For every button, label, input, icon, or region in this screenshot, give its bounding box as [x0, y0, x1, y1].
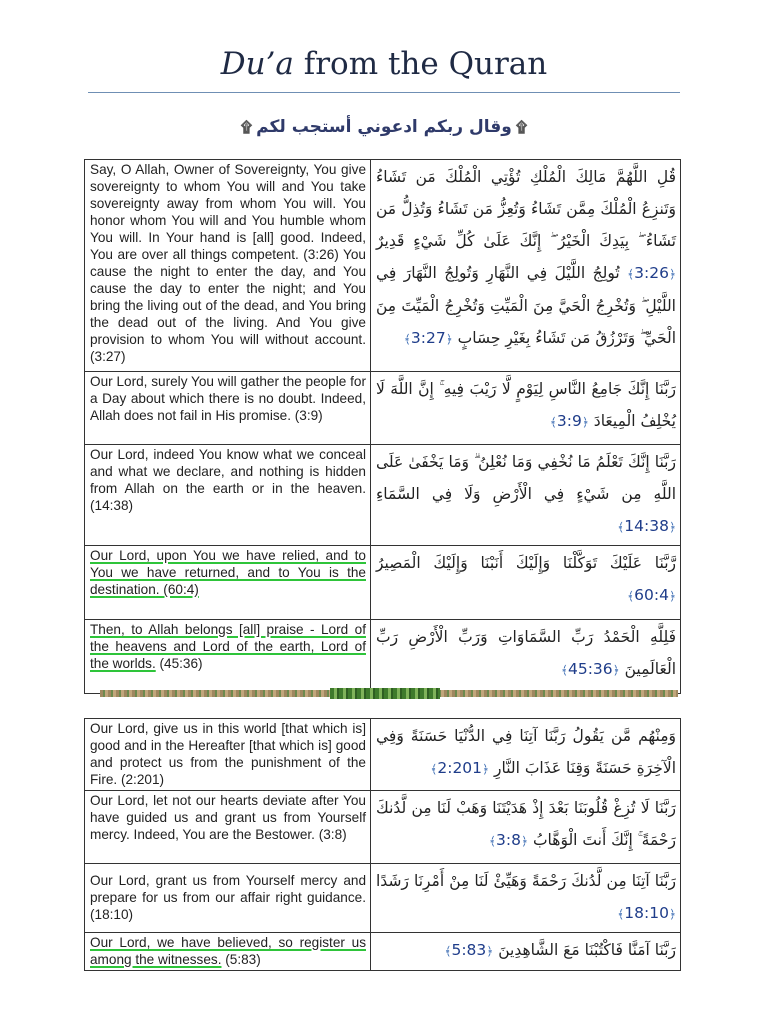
arabic-cell: [371, 620, 681, 694]
arabic-cell: [371, 933, 681, 971]
english-cell: Our Lord, grant us from Yourself mercy and prepare for us from our affair right guidance. (18:10): [85, 864, 371, 933]
title-italic: Du’a: [220, 46, 294, 82]
verse-ref: ﴿2:201﴾: [430, 759, 490, 777]
table-row: [85, 372, 681, 445]
table-row: [85, 445, 681, 546]
arabic-verse: تُولِجُ اللَّيْلَ فِي النَّهَارِ وَتُولِجُ النَّهَارَ فِي اللَّيْلِ ۖ وَتُخْرِجُ الْحَيَّ مِنَ الْمَيِّتِ وَتُخْرِجُ الْمَيِّتَ مِنَ الْحَيِّ ۖ وَتَرْزُقُ مَن تَشَاءُ بِغَيْرِ حِسَابٍ: [376, 264, 676, 347]
english-underlined: Our Lord, we have believed, so register us among the witnesses.: [90, 935, 366, 967]
leaf-ornament-icon: [330, 688, 440, 699]
english-underlined: Our Lord, upon You we have relied, and to You we have returned, and to You is the destination. (60:4): [90, 548, 366, 597]
verse-ref: ﴿14:38﴾: [617, 517, 676, 535]
verse-ref: ﴿3:8﴾: [489, 831, 529, 849]
subtitle-text: وقال ربكم ادعوني أستجب لكم: [256, 117, 512, 137]
arabic-cell: [371, 160, 681, 372]
decorative-divider: [100, 690, 678, 697]
english-cell: Our Lord, surely You will gather the people for a Day about which there is no doubt. Indeed, Allah does not fail in His promise. (3:9): [85, 372, 371, 445]
verse-ref: ﴿3:26﴾: [627, 264, 677, 282]
table-row: [85, 160, 681, 372]
title-divider: [88, 92, 680, 93]
arabic-cell: [371, 864, 681, 933]
arabic-verse: رَبَّنَا لَا تُزِغْ قُلُوبَنَا بَعْدَ إِذْ هَدَيْتَنَا وَهَبْ لَنَا مِن لَّدُنكَ رَحْمَةً ۚ إِنَّكَ أَنتَ الْوَهَّابُ: [376, 799, 676, 849]
english-underlined: Then, to Allah belongs [all] praise - Lord of the heavens and Lord of the earth, Lord of the worlds.: [90, 622, 366, 671]
arabic-verse: رَبَّنَا آتِنَا مِن لَّدُنكَ رَحْمَةً وَهَيِّئْ لَنَا مِنْ أَمْرِنَا رَشَدًا: [376, 872, 676, 890]
verse-ref: ﴿3:27﴾: [403, 329, 453, 347]
english-cell: [85, 546, 371, 620]
dua-table-2: [84, 718, 681, 971]
verse-ref: ﴿5:83﴾: [444, 941, 494, 959]
arabic-verse: وَمِنْهُم مَّن يَقُولُ رَبَّنَا آتِنَا فِي الدُّنْيَا حَسَنَةً وَفِي الْآخِرَةِ حَسَنَةً وَقِنَا عَذَابَ النَّارِ: [376, 727, 676, 777]
english-cell: Our Lord, we have believed, so register us among the witnesses. (5:83): [85, 933, 371, 971]
table-row: [85, 546, 681, 620]
dua-table-1: [84, 159, 681, 694]
english-cell: Say, O Allah, Owner of Sovereignty, You give sovereignty to whom You will and You take sovereignty away from whom You will. You honor whom You will and You humble whom You will. In Your hand is [all] good. Indeed, You are over all things competent. (3:26) You cause the night to enter the day, and You cause the day to enter the night; and You bring the living out of the dead, and You bring the dead out of the living. And You give provision to whom You will without account. (3:27): [85, 160, 371, 372]
english-cell: Then, to Allah belongs [all] praise - Lord of the heavens and Lord of the earth, Lord of the worlds. (45:36): [85, 620, 371, 694]
subtitle: [0, 117, 768, 137]
arabic-verse: رَبَّنَا إِنَّكَ جَامِعُ النَّاسِ لِيَوْمٍ لَّا رَيْبَ فِيهِ ۚ إِنَّ اللَّهَ لَا يُخْلِفُ الْمِيعَادَ: [376, 380, 676, 430]
arabic-verse: رَبَّنَا إِنَّكَ تَعْلَمُ مَا نُخْفِي وَمَا نُعْلِنُ ۗ وَمَا يَخْفَىٰ عَلَى اللَّهِ مِن شَيْءٍ فِي الْأَرْضِ وَلَا فِي السَّمَاءِ: [376, 453, 676, 503]
english-cell: Our Lord, give us in this world [that which is] good and in the Hereafter [that which is] good and protect us from the punishment of the Fire. (2:201): [85, 719, 371, 791]
arabic-cell: [371, 546, 681, 620]
table-row: [85, 791, 681, 864]
table-row: [85, 933, 681, 971]
verse-ref: ﴿3:9﴾: [549, 412, 589, 430]
verse-ref: ﴿45:36﴾: [560, 660, 620, 678]
arabic-cell: [371, 719, 681, 791]
english-cell: Our Lord, indeed You know what we conceal and what we declare, and nothing is hidden from Allah on the earth or in the heaven. (14:38): [85, 445, 371, 546]
arabic-verse: قُلِ اللَّهُمَّ مَالِكَ الْمُلْكِ تُؤْتِي الْمُلْكَ مَن تَشَاءُ وَتَنزِعُ الْمُلْكَ مِمَّن تَشَاءُ وَتُعِزُّ مَن تَشَاءُ وَتُذِلُّ مَن تَشَاءُ ۖ بِيَدِكَ الْخَيْرُ ۖ إِنَّكَ عَلَىٰ كُلِّ شَيْءٍ قَدِيرٌ: [376, 168, 676, 250]
title-rest: from the Quran: [293, 46, 548, 82]
english-cell: Our Lord, let not our hearts deviate after You have guided us and grant us from Yourself mercy. Indeed, You are the Bestower. (3:8): [85, 791, 371, 864]
arabic-verse: رَّبَّنَا عَلَيْكَ تَوَكَّلْنَا وَإِلَيْكَ أَنَبْنَا وَإِلَيْكَ الْمَصِيرُ: [376, 554, 676, 572]
lantern-icon: ۩: [240, 118, 253, 136]
verse-ref: ﴿18:10﴾: [617, 904, 676, 922]
arabic-cell: [371, 372, 681, 445]
verse-ref: ﴿60:4﴾: [627, 586, 676, 604]
lantern-icon: ۩: [515, 118, 528, 136]
arabic-verse: رَبَّنَا آمَنَّا فَاكْتُبْنَا مَعَ الشَّاهِدِينَ: [498, 941, 676, 959]
table-row: [85, 620, 681, 694]
table-row: [85, 719, 681, 791]
arabic-verse: فَلِلَّهِ الْحَمْدُ رَبِّ السَّمَاوَاتِ وَرَبِّ الْأَرْضِ رَبِّ الْعَالَمِينَ: [376, 628, 676, 678]
arabic-cell: [371, 791, 681, 864]
table-row: [85, 864, 681, 933]
page-title: [0, 46, 768, 82]
arabic-cell: [371, 445, 681, 546]
